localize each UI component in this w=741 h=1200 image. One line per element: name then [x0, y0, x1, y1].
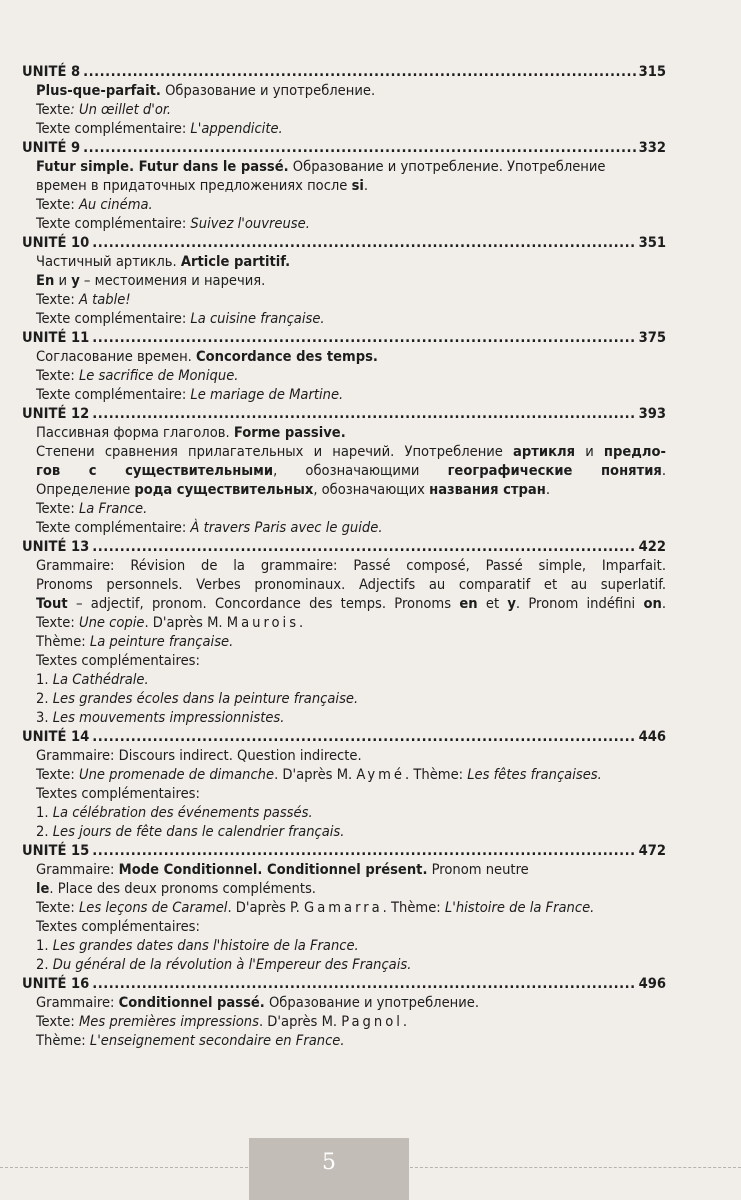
text-run: Suivez l'ouvreuse.	[190, 215, 310, 232]
unit-content-line	[36, 803, 666, 822]
unit-page-number: 472	[638, 842, 666, 859]
unit-content-line	[36, 556, 666, 575]
text-run: L'histoire de la France.	[444, 899, 595, 916]
text-run: – местоимения и наречия.	[79, 272, 266, 289]
text-run: . D'après M.	[144, 614, 227, 631]
dot-leader	[92, 974, 635, 993]
unit-content-line	[36, 252, 666, 271]
text-run: si	[351, 177, 364, 194]
dot-leader	[92, 233, 635, 252]
text-run: en	[459, 595, 478, 612]
text-run: Les jours de fête dans le calendrier français.	[52, 823, 345, 840]
text-run: Согласование времен.	[36, 348, 197, 365]
dot-leader	[92, 727, 635, 746]
unit-page-number: 422	[638, 538, 666, 555]
text-run: Au cinéma.	[78, 196, 153, 213]
unit-content-line	[36, 518, 666, 537]
text-run: Texte:	[36, 367, 79, 384]
text-run: , обозначающих	[313, 481, 430, 498]
text-run: Texte complémentaire:	[36, 215, 191, 232]
text-run: Les grandes dates dans l'histoire de la France.	[52, 937, 359, 954]
page-number: 5	[322, 1150, 336, 1175]
text-run: Du général de la révolution à l'Empereur des Français.	[52, 956, 412, 973]
text-run: Thème:	[36, 1032, 90, 1049]
unit-content-line	[36, 480, 666, 499]
unit-content-line	[36, 708, 666, 727]
text-run: Texte	[36, 101, 71, 118]
unit-content-line	[36, 936, 666, 955]
unit-content-line	[36, 746, 666, 765]
unit-page-number: 375	[638, 329, 666, 346]
unit-content-line	[36, 993, 666, 1012]
text-run: Les fêtes françaises.	[467, 766, 602, 783]
text-run: Le mariage de Martine.	[190, 386, 344, 403]
text-run: Pronom neutre	[427, 861, 529, 878]
text-run: Texte:	[36, 614, 79, 631]
text-run: Textes complémentaires:	[36, 785, 200, 802]
unit-page-number: 315	[638, 63, 666, 80]
text-run: Образование и употребление.	[264, 994, 480, 1011]
unit-content-line	[36, 195, 666, 214]
text-run: Une promenade de dimanche	[78, 766, 275, 783]
text-run: Gamarra	[304, 899, 383, 916]
text-run: La peinture française.	[89, 633, 234, 650]
text-run: Concordance des temps.	[196, 348, 378, 365]
text-run: 2.	[36, 956, 53, 973]
unit-heading	[22, 727, 666, 746]
text-run: Texte:	[36, 1013, 79, 1030]
text-run: 1.	[36, 671, 53, 688]
unit-page-number: 393	[638, 405, 666, 422]
text-run: Texte complémentaire:	[36, 386, 191, 403]
text-run: y	[71, 272, 80, 289]
text-run: времен в придаточных предложениях после	[36, 177, 352, 194]
text-run: L'appendicite.	[190, 120, 283, 137]
unit-content-line	[36, 385, 666, 404]
text-run: y	[507, 595, 516, 612]
text-run: le	[36, 880, 50, 897]
text-run: . Thème:	[405, 766, 468, 783]
text-run: Les mouvements impressionnistes.	[52, 709, 285, 726]
unit-content-line	[36, 499, 666, 518]
text-run: Textes complémentaires:	[36, 918, 200, 935]
unit-content-line	[36, 423, 666, 442]
text-run: .	[363, 177, 369, 194]
text-run: 1.	[36, 937, 53, 954]
unit-content-line	[36, 81, 666, 100]
text-run: Article partitif.	[180, 253, 291, 270]
unit-content-line	[36, 119, 666, 138]
text-run: географические понятия	[447, 462, 662, 479]
unit-page-number: 446	[638, 728, 666, 745]
page-footer	[0, 1138, 741, 1200]
text-run: . Place des deux pronoms compléments.	[49, 880, 316, 897]
unit-title: UNITÉ 12	[22, 405, 90, 422]
text-run: L'enseignement secondaire en France.	[89, 1032, 345, 1049]
text-run: Grammaire: Révision de la grammaire: Passé composé, Passé simple, Imparfait.	[36, 557, 666, 574]
unit-content-line	[36, 271, 666, 290]
unit-content-line	[36, 670, 666, 689]
unit-content-line	[36, 1031, 666, 1050]
text-run: Степени сравнения прилагательных и наречий. Употребление	[36, 443, 514, 460]
dot-leader	[83, 62, 635, 81]
text-run: Le sacrifice de Monique.	[78, 367, 239, 384]
text-run: Pagnol	[341, 1013, 403, 1030]
unit-content-line	[36, 366, 666, 385]
unit-content-line	[36, 613, 666, 632]
text-run: et	[477, 595, 508, 612]
text-run: Grammaire: Discours indirect. Question indirecte.	[36, 747, 362, 764]
unit-heading	[22, 537, 666, 556]
text-run: Texte:	[36, 500, 79, 517]
dot-leader	[92, 404, 635, 423]
text-run: гов с существительными	[36, 462, 274, 479]
text-run: Grammaire:	[36, 994, 119, 1011]
unit-title: UNITÉ 15	[22, 842, 90, 859]
unit-heading	[22, 233, 666, 252]
text-run: Pronoms personnels. Verbes pronominaux. Adjectifs au comparatif et au superlatif.	[36, 576, 666, 593]
table-of-contents	[22, 62, 666, 1050]
dot-leader	[92, 328, 635, 347]
text-run: . Thème:	[382, 899, 445, 916]
text-run: Образование и употребление. Употребление	[288, 158, 606, 175]
unit-content-line	[36, 632, 666, 651]
text-run: . Pronom indéfini	[515, 595, 644, 612]
text-run: Определение	[36, 481, 135, 498]
text-run: .	[402, 1013, 408, 1030]
text-run: предло-	[603, 443, 666, 460]
unit-content-line	[36, 100, 666, 119]
text-run: 3.	[36, 709, 53, 726]
unit-content-line	[36, 955, 666, 974]
footer-dashed-rule-right	[410, 1167, 741, 1168]
unit-heading	[22, 62, 666, 81]
dot-leader	[92, 841, 635, 860]
unit-content-line	[36, 879, 666, 898]
text-run: Texte:	[36, 196, 79, 213]
text-run: названия стран	[429, 481, 546, 498]
unit-content-line	[36, 290, 666, 309]
text-run: . D'après P.	[227, 899, 305, 916]
text-run: . D'après M.	[274, 766, 357, 783]
unit-content-line	[36, 442, 666, 461]
text-run: Texte:	[36, 766, 79, 783]
text-run: Texte:	[36, 899, 79, 916]
text-run: Образование и употребление.	[160, 82, 376, 99]
unit-title: UNITÉ 10	[22, 234, 90, 251]
text-run: La Cathédrale.	[52, 671, 149, 688]
unit-content-line	[36, 917, 666, 936]
text-run: артикля	[513, 443, 576, 460]
text-run: Texte complémentaire:	[36, 310, 191, 327]
text-run: A table!	[78, 291, 131, 308]
unit-page-number: 351	[638, 234, 666, 251]
text-run: Texte complémentaire:	[36, 120, 191, 137]
text-run: Conditionnel passé.	[118, 994, 265, 1011]
text-run: Thème:	[36, 633, 90, 650]
text-run: .	[661, 595, 666, 612]
text-run: , обозначающими	[273, 462, 448, 479]
text-run: Plus-que-parfait.	[36, 82, 161, 99]
text-run: Mes premières impressions	[78, 1013, 259, 1030]
text-run: Mode Conditionnel. Conditionnel présent.	[118, 861, 428, 878]
text-run: La cuisine française.	[190, 310, 325, 327]
text-run: Tout	[36, 595, 68, 612]
unit-content-line	[36, 784, 666, 803]
unit-heading	[22, 841, 666, 860]
text-run: : Un œillet d'or.	[70, 101, 172, 118]
unit-heading	[22, 404, 666, 423]
unit-heading	[22, 974, 666, 993]
text-run: и	[575, 443, 604, 460]
text-run: Texte complémentaire:	[36, 519, 191, 536]
text-run: .	[299, 614, 304, 631]
unit-title: UNITÉ 14	[22, 728, 90, 745]
unit-page-number: 496	[638, 975, 666, 992]
text-run: Grammaire:	[36, 861, 119, 878]
unit-heading	[22, 138, 666, 157]
text-run: Forme passive.	[233, 424, 346, 441]
unit-content-line	[36, 651, 666, 670]
text-run: La France.	[78, 500, 148, 517]
text-run: on	[643, 595, 662, 612]
text-run: 2.	[36, 690, 53, 707]
unit-content-line	[36, 214, 666, 233]
text-run: и	[54, 272, 72, 289]
unit-content-line	[36, 860, 666, 879]
text-run: Une copie	[78, 614, 145, 631]
text-run: Maurois	[226, 614, 300, 631]
text-run: Пассивная форма глаголов.	[36, 424, 234, 441]
footer-dashed-rule-left	[0, 1167, 248, 1168]
text-run: En	[36, 272, 55, 289]
unit-title: UNITÉ 8	[22, 63, 81, 80]
unit-content-line	[36, 898, 666, 917]
text-run: Futur simple. Futur dans le passé.	[36, 158, 289, 175]
text-run: .	[545, 481, 551, 498]
unit-content-line	[36, 461, 666, 480]
text-run: 2.	[36, 823, 53, 840]
text-run: La célébration des événements passés.	[52, 804, 313, 821]
text-run: Частичный артикль.	[36, 253, 181, 270]
text-run: Textes complémentaires:	[36, 652, 200, 669]
text-run: Aymé	[356, 766, 406, 783]
unit-content-line	[36, 1012, 666, 1031]
text-run: Les leçons de Caramel	[78, 899, 228, 916]
text-run: . D'après M.	[258, 1013, 342, 1030]
unit-page-number: 332	[638, 139, 666, 156]
unit-content-line	[36, 765, 666, 784]
page-number-box	[249, 1138, 409, 1200]
unit-content-line	[36, 176, 666, 195]
unit-heading	[22, 328, 666, 347]
unit-title: UNITÉ 13	[22, 538, 90, 555]
dot-leader	[92, 537, 635, 556]
dot-leader	[83, 138, 635, 157]
text-run: рода существительных	[134, 481, 314, 498]
text-run: .	[661, 462, 666, 479]
unit-content-line	[36, 689, 666, 708]
unit-title: UNITÉ 11	[22, 329, 90, 346]
unit-title: UNITÉ 16	[22, 975, 90, 992]
unit-content-line	[36, 347, 666, 366]
text-run: À travers Paris avec le guide.	[190, 519, 383, 536]
unit-content-line	[36, 822, 666, 841]
text-run: – adjectif, pronom. Concordance des temps. Pronoms	[67, 595, 460, 612]
unit-content-line	[36, 575, 666, 594]
text-run: 1.	[36, 804, 53, 821]
unit-content-line	[36, 309, 666, 328]
unit-content-line	[36, 594, 666, 613]
text-run: Les grandes écoles dans la peinture française.	[52, 690, 359, 707]
unit-title: UNITÉ 9	[22, 139, 81, 156]
unit-content-line	[36, 157, 666, 176]
text-run: Texte:	[36, 291, 79, 308]
